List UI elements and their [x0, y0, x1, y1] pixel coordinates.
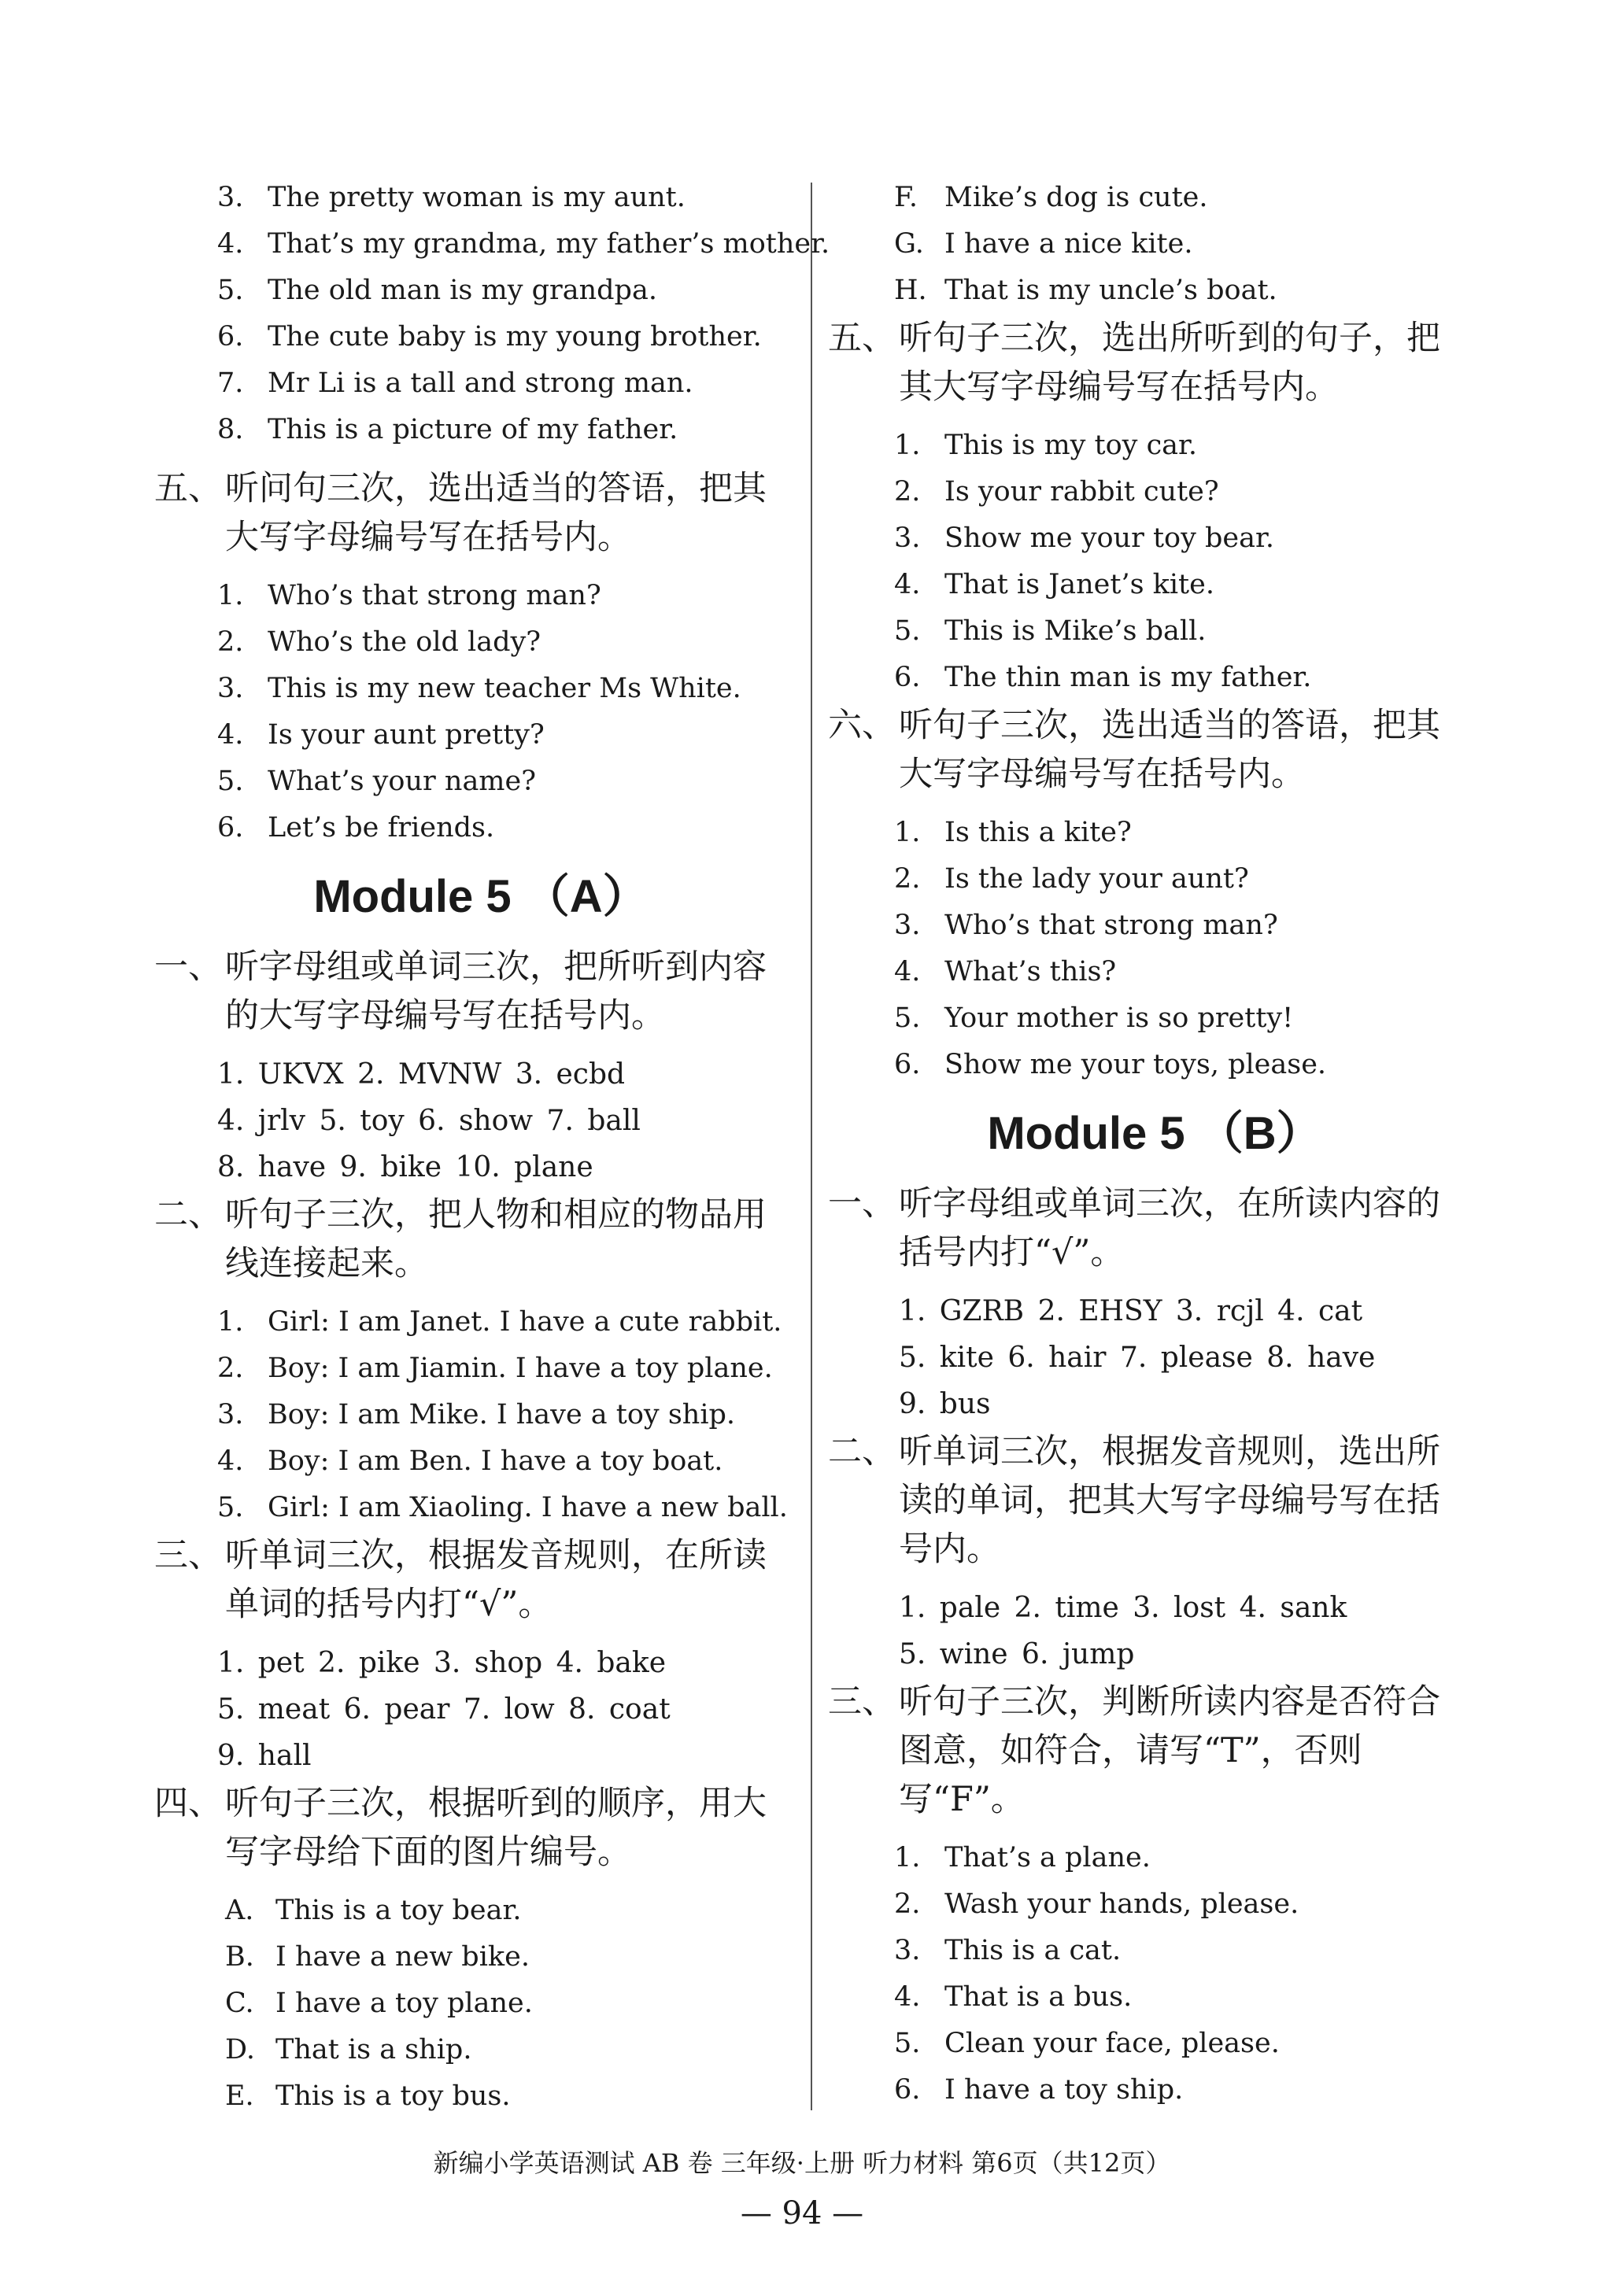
- item-number: 7.: [217, 367, 244, 399]
- item-text: I have a toy plane.: [275, 1988, 533, 2019]
- word-list: [828, 1585, 1481, 1678]
- item-text: I have a nice kite.: [944, 228, 1193, 260]
- list-item: [828, 655, 1481, 701]
- item-list: [828, 175, 1481, 314]
- word-line: 9. hall: [217, 1740, 312, 1772]
- list-item: [154, 1485, 808, 1531]
- item-list: [154, 1888, 808, 2120]
- list-item: [828, 1835, 1481, 1881]
- list-item: [828, 995, 1481, 1042]
- right-column: [828, 175, 1481, 2113]
- item-number: 6.: [894, 1049, 921, 1080]
- list-item: [154, 2073, 808, 2120]
- item-text: Boy: I am Jiamin. I have a toy plane.: [268, 1353, 773, 1384]
- item-number: 3.: [217, 1399, 244, 1430]
- item-text: Boy: I am Mike. I have a toy ship.: [268, 1399, 736, 1430]
- item-number: 2.: [894, 863, 921, 895]
- item-number: F.: [894, 182, 918, 213]
- left-column: [154, 175, 830, 2120]
- list-item: [828, 515, 1481, 562]
- list-item: [154, 1888, 808, 1934]
- item-number: 2.: [217, 626, 244, 658]
- list-item: [154, 360, 808, 407]
- list-item: [828, 175, 1481, 221]
- item-text: Mike’s dog is cute.: [944, 182, 1208, 213]
- item-number: A.: [225, 1895, 254, 1926]
- module-title: Module 5 （A）: [313, 871, 649, 922]
- list-item: [828, 2021, 1481, 2067]
- item-text: Mr Li is a tall and strong man.: [268, 367, 693, 399]
- item-number: B.: [225, 1941, 254, 1973]
- module-title: Module 5 （B）: [987, 1108, 1322, 1159]
- item-text: That is a ship.: [275, 2034, 472, 2065]
- list-item: [154, 1980, 808, 2027]
- item-number: 5.: [894, 1002, 921, 1034]
- item-text: This is a cat.: [944, 1935, 1122, 1966]
- item-text: The pretty woman is my aunt.: [268, 182, 686, 213]
- item-number: 5.: [217, 766, 244, 797]
- word-line: 1. pale 2. time 3. lost 4. sank: [899, 1592, 1347, 1624]
- item-text: That’s a plane.: [944, 1842, 1151, 1873]
- column-divider: [811, 183, 812, 2110]
- item-number: 1.: [894, 1842, 921, 1873]
- list-item: [828, 268, 1481, 314]
- item-number: 3.: [894, 1935, 921, 1966]
- item-text: That is my uncle’s boat.: [944, 275, 1277, 306]
- item-number: 1.: [894, 817, 921, 848]
- word-line: 8. have 9. bike 10. plane: [217, 1151, 593, 1183]
- item-text: Is this a kite?: [944, 817, 1132, 848]
- item-number: 6.: [894, 2074, 921, 2106]
- item-text: Is the lady your aunt?: [944, 863, 1249, 895]
- item-text: The thin man is my father.: [944, 662, 1312, 693]
- item-text: Is your aunt pretty?: [268, 719, 545, 751]
- item-number: 1.: [217, 1306, 244, 1338]
- item-number: 1.: [894, 430, 921, 461]
- list-item: [154, 407, 808, 453]
- item-number: 3.: [894, 522, 921, 554]
- list-item: [828, 562, 1481, 608]
- item-number: 2.: [894, 476, 921, 508]
- item-text: What’s your name?: [268, 766, 536, 797]
- list-item: [828, 1042, 1481, 1088]
- list-item: [828, 949, 1481, 995]
- list-item: [154, 268, 808, 314]
- item-text: Who’s that strong man?: [268, 580, 601, 611]
- list-item: [828, 1974, 1481, 2021]
- list-item: [154, 805, 808, 851]
- item-text: Who’s that strong man?: [944, 910, 1278, 941]
- item-number: 1.: [217, 580, 244, 611]
- word-list: [154, 1640, 808, 1779]
- list-item: [828, 221, 1481, 268]
- list-item: [154, 619, 808, 666]
- item-text: I have a toy ship.: [944, 2074, 1184, 2106]
- list-item: [828, 903, 1481, 949]
- list-item: [828, 1881, 1481, 1928]
- item-text: Is your rabbit cute?: [944, 476, 1219, 508]
- list-item: [828, 423, 1481, 469]
- item-number: 4.: [217, 719, 244, 751]
- list-item: [154, 1438, 808, 1485]
- item-number: 4.: [217, 228, 244, 260]
- item-number: 2.: [217, 1353, 244, 1384]
- item-number: 6.: [894, 662, 921, 693]
- item-list: [828, 810, 1481, 1088]
- item-text: That is Janet’s kite.: [944, 569, 1214, 600]
- list-item: [828, 2067, 1481, 2113]
- section-heading: 一、听字母组或单词三次，在所读内容的 括号内打“√”。: [828, 1184, 1440, 1272]
- item-number: D.: [225, 2034, 255, 2065]
- item-text: What’s this?: [944, 956, 1117, 987]
- item-text: Show me your toy bear.: [944, 522, 1274, 554]
- word-line: 5. kite 6. hair 7. please 8. have: [899, 1342, 1376, 1374]
- item-number: 4.: [894, 1981, 921, 2013]
- section-heading: 六、听句子三次，选出适当的答语，把其 大写字母编号写在括号内。: [828, 706, 1440, 794]
- list-item: [154, 175, 808, 221]
- list-item: [154, 1299, 808, 1345]
- section-heading: 一、听字母组或单词三次，把所听到内容 的大写字母编号写在括号内。: [154, 947, 767, 1035]
- item-number: E.: [225, 2080, 254, 2112]
- item-number: 6.: [217, 812, 244, 843]
- list-item: [154, 573, 808, 619]
- item-text: This is a picture of my father.: [268, 414, 678, 445]
- item-text: Girl: I am Janet. I have a cute rabbit.: [268, 1306, 782, 1338]
- list-item: [154, 221, 830, 268]
- list-item: [154, 1345, 808, 1392]
- item-text: Wash your hands, please.: [944, 1888, 1299, 1920]
- item-number: 2.: [894, 1888, 921, 1920]
- item-number: G.: [894, 228, 924, 260]
- item-text: Clean your face, please.: [944, 2028, 1280, 2059]
- list-item: [154, 1934, 808, 1980]
- word-list: [828, 1288, 1481, 1427]
- word-list: [154, 1051, 808, 1190]
- list-item: [154, 2027, 808, 2073]
- item-text: This is my toy car.: [944, 430, 1198, 461]
- item-list: [154, 175, 830, 453]
- item-list: [154, 573, 808, 851]
- word-line: 1. UKVX 2. MVNW 3. ecbd: [217, 1058, 626, 1091]
- item-number: 3.: [217, 673, 244, 704]
- item-number: 5.: [894, 2028, 921, 2059]
- item-list: [828, 1835, 1481, 2113]
- item-list: [154, 1299, 808, 1531]
- item-number: 4.: [894, 956, 921, 987]
- word-line: 5. wine 6. jump: [899, 1638, 1135, 1670]
- page-number: — 94 —: [740, 2195, 864, 2231]
- section-heading: 三、听句子三次，判断所读内容是否符合 图意，如符合，请写“T”，否则 写“F”。: [828, 1682, 1440, 1819]
- item-number: 5.: [894, 615, 921, 647]
- item-number: 6.: [217, 321, 244, 353]
- list-item: [828, 1928, 1481, 1974]
- item-text: Show me your toys, please.: [944, 1049, 1327, 1080]
- item-text: Girl: I am Xiaoling. I have a new ball.: [268, 1492, 788, 1523]
- item-text: Who’s the old lady?: [268, 626, 541, 658]
- list-item: [154, 1392, 808, 1438]
- word-line: 1. GZRB 2. EHSY 3. rcjl 4. cat: [899, 1295, 1363, 1327]
- item-text: Your mother is so pretty!: [944, 1002, 1294, 1034]
- item-text: The cute baby is my young brother.: [268, 321, 762, 353]
- item-list: [828, 423, 1481, 701]
- item-number: C.: [225, 1988, 254, 2019]
- item-number: 5.: [217, 1492, 244, 1523]
- page-footer: 新编小学英语测试 AB 卷 三年级·上册 听力材料 第6页（共12页）: [433, 2148, 1171, 2178]
- list-item: [154, 314, 808, 360]
- item-text: I have a new bike.: [275, 1941, 530, 1973]
- item-number: 8.: [217, 414, 244, 445]
- item-number: 3.: [894, 910, 921, 941]
- list-item: [828, 469, 1481, 515]
- item-text: This is a toy bus.: [275, 2080, 511, 2112]
- item-text: The old man is my grandpa.: [268, 275, 657, 306]
- item-number: 3.: [217, 182, 244, 213]
- item-text: This is a toy bear.: [275, 1895, 522, 1926]
- word-line: 1. pet 2. pike 3. shop 4. bake: [217, 1647, 666, 1679]
- section-heading: 四、听句子三次，根据听到的顺序，用大 写字母给下面的图片编号。: [154, 1784, 767, 1872]
- item-text: Let’s be friends.: [268, 812, 495, 843]
- word-line: 5. meat 6. pear 7. low 8. coat: [217, 1693, 671, 1726]
- list-item: [154, 759, 808, 805]
- section-heading: 五、听问句三次，选出适当的答语，把其 大写字母编号写在括号内。: [154, 469, 767, 557]
- list-item: [828, 856, 1481, 903]
- word-line: 4. jrlv 5. toy 6. show 7. ball: [217, 1105, 641, 1137]
- item-number: 5.: [217, 275, 244, 306]
- list-item: [828, 810, 1481, 856]
- section-heading: 二、听句子三次，把人物和相应的物品用 线连接起来。: [154, 1195, 767, 1283]
- list-item: [154, 666, 808, 712]
- section-heading: 三、听单词三次，根据发音规则，在所读 单词的括号内打“√”。: [154, 1536, 767, 1624]
- section-heading: 五、听句子三次，选出所听到的句子，把 其大写字母编号写在括号内。: [828, 319, 1440, 407]
- item-text: That’s my grandma, my father’s mother.: [268, 228, 830, 260]
- section-heading: 二、听单词三次，根据发音规则，选出所 读的单词，把其大写字母编号写在括 号内。: [828, 1432, 1440, 1569]
- item-number: H.: [894, 275, 927, 306]
- word-line: 9. bus: [899, 1388, 991, 1420]
- item-text: This is Mike’s ball.: [944, 615, 1207, 647]
- item-text: Boy: I am Ben. I have a toy boat.: [268, 1445, 723, 1477]
- item-number: 4.: [217, 1445, 244, 1477]
- item-number: 4.: [894, 569, 921, 600]
- item-text: That is a bus.: [944, 1981, 1133, 2013]
- list-item: [828, 608, 1481, 655]
- list-item: [154, 712, 808, 759]
- item-text: This is my new teacher Ms White.: [268, 673, 741, 704]
